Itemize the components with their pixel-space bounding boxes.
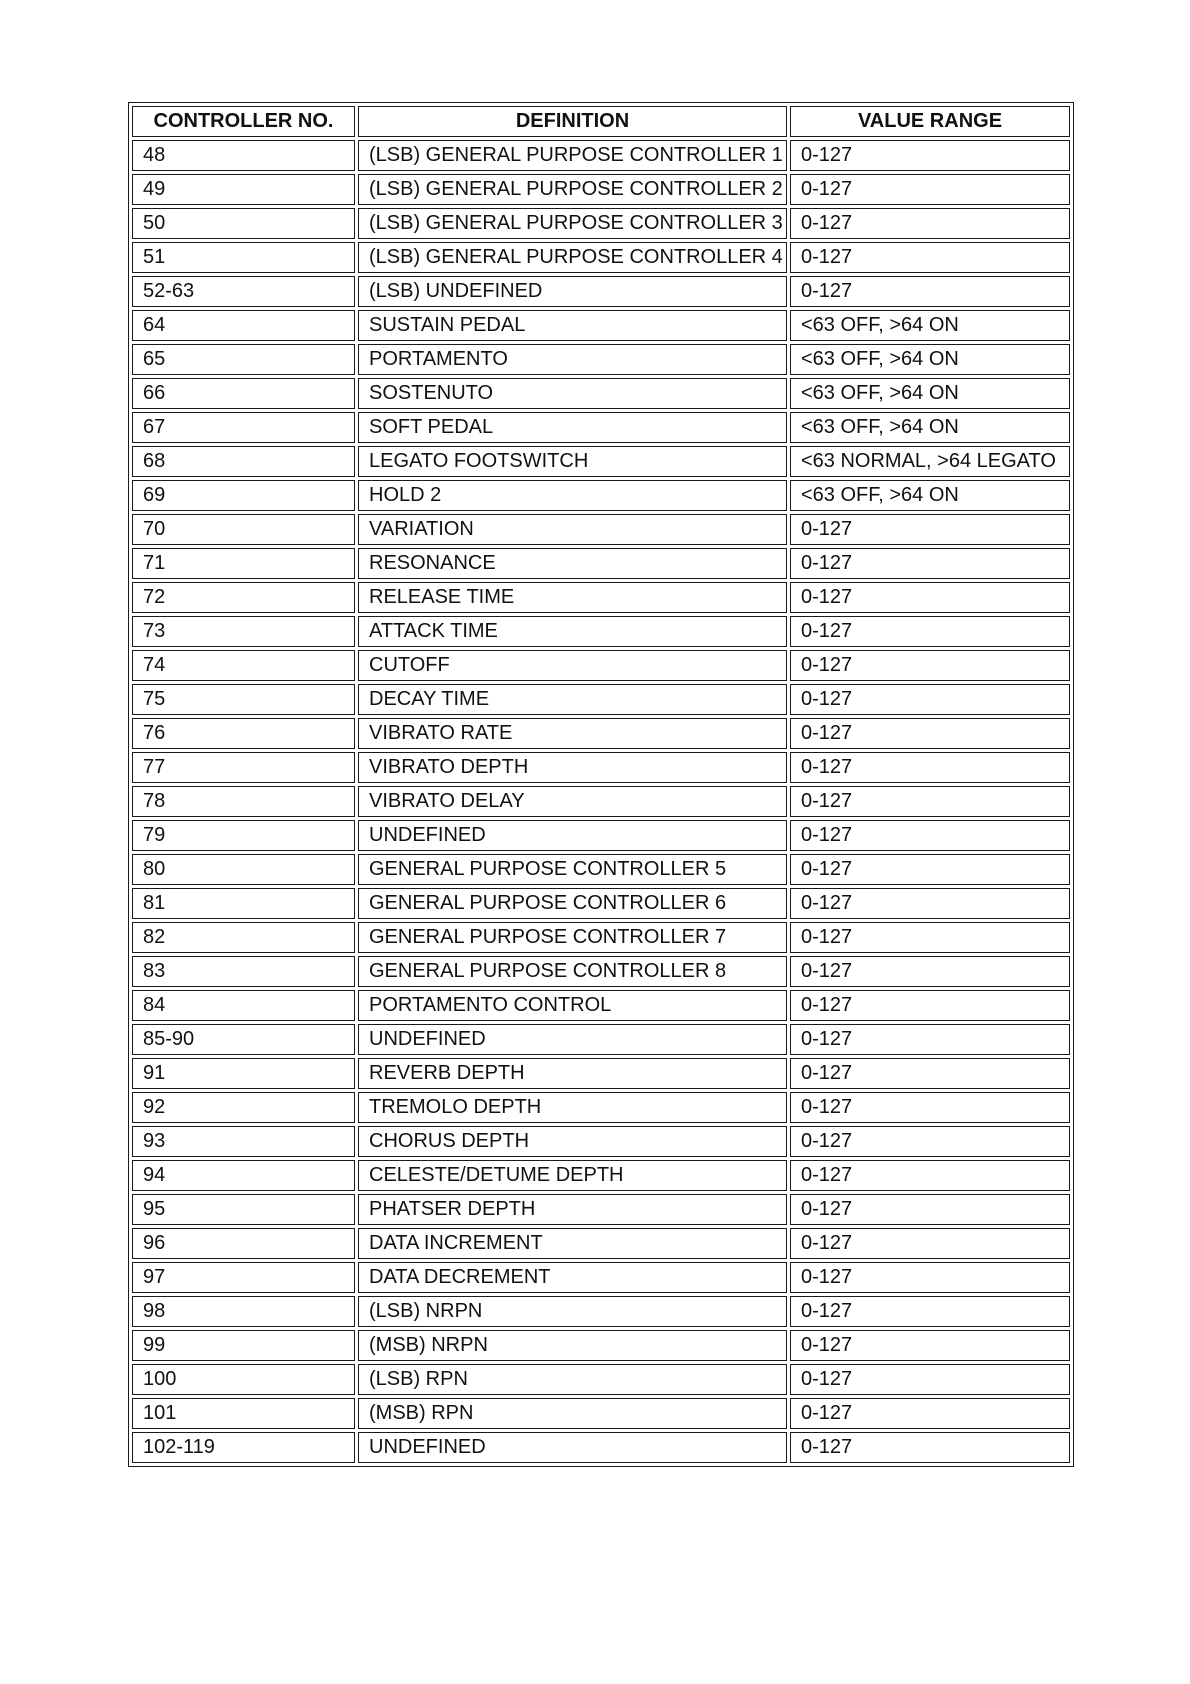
definition-cell: PHATSER DEPTH <box>358 1194 787 1225</box>
definition-cell: (MSB) RPN <box>358 1398 787 1429</box>
controller-no-cell: 83 <box>132 956 355 987</box>
value-range-cell: 0-127 <box>790 1092 1070 1123</box>
definition-cell: DATA INCREMENT <box>358 1228 787 1259</box>
table-row <box>132 310 1070 341</box>
controller-no-cell: 75 <box>132 684 355 715</box>
table-row <box>132 752 1070 783</box>
table-row <box>132 990 1070 1021</box>
definition-cell: SUSTAIN PEDAL <box>358 310 787 341</box>
controller-no-cell: 69 <box>132 480 355 511</box>
table-row <box>132 820 1070 851</box>
value-range-cell: 0-127 <box>790 888 1070 919</box>
header-row <box>132 106 1070 137</box>
controller-no-cell: 68 <box>132 446 355 477</box>
value-range-cell: 0-127 <box>790 684 1070 715</box>
value-range-cell: 0-127 <box>790 514 1070 545</box>
table-row <box>132 1296 1070 1327</box>
definition-cell: GENERAL PURPOSE CONTROLLER 7 <box>358 922 787 953</box>
definition-cell: (LSB) NRPN <box>358 1296 787 1327</box>
controller-no-cell: 64 <box>132 310 355 341</box>
controller-no-cell: 50 <box>132 208 355 239</box>
definition-cell: TREMOLO DEPTH <box>358 1092 787 1123</box>
definition-cell: GENERAL PURPOSE CONTROLLER 6 <box>358 888 787 919</box>
value-range-cell: 0-127 <box>790 276 1070 307</box>
definition-cell: (LSB) UNDEFINED <box>358 276 787 307</box>
header-controller-no: CONTROLLER NO. <box>132 106 355 137</box>
controller-no-cell: 91 <box>132 1058 355 1089</box>
table-row <box>132 140 1070 171</box>
value-range-cell: 0-127 <box>790 1194 1070 1225</box>
table-row <box>132 514 1070 545</box>
value-range-cell: 0-127 <box>790 140 1070 171</box>
table-row <box>132 548 1070 579</box>
controller-no-cell: 101 <box>132 1398 355 1429</box>
definition-cell: CELESTE/DETUME DEPTH <box>358 1160 787 1191</box>
controller-no-cell: 72 <box>132 582 355 613</box>
definition-cell: UNDEFINED <box>358 1024 787 1055</box>
controller-no-cell: 93 <box>132 1126 355 1157</box>
definition-cell: RELEASE TIME <box>358 582 787 613</box>
value-range-cell: <63 OFF, >64 ON <box>790 344 1070 375</box>
definition-cell: CUTOFF <box>358 650 787 681</box>
table-row <box>132 1364 1070 1395</box>
value-range-cell: 0-127 <box>790 752 1070 783</box>
table-row <box>132 684 1070 715</box>
definition-cell: SOFT PEDAL <box>358 412 787 443</box>
controller-no-cell: 81 <box>132 888 355 919</box>
table-row <box>132 1432 1070 1463</box>
controller-no-cell: 84 <box>132 990 355 1021</box>
definition-cell: (LSB) GENERAL PURPOSE CONTROLLER 2 <box>358 174 787 205</box>
value-range-cell: <63 OFF, >64 ON <box>790 310 1070 341</box>
definition-cell: UNDEFINED <box>358 1432 787 1463</box>
table-row <box>132 344 1070 375</box>
controller-table <box>128 102 1074 1467</box>
value-range-cell: 0-127 <box>790 548 1070 579</box>
table-row <box>132 480 1070 511</box>
value-range-cell: 0-127 <box>790 1160 1070 1191</box>
controller-no-cell: 49 <box>132 174 355 205</box>
value-range-cell: 0-127 <box>790 956 1070 987</box>
table-row <box>132 412 1070 443</box>
controller-no-cell: 96 <box>132 1228 355 1259</box>
definition-cell: VIBRATO RATE <box>358 718 787 749</box>
controller-no-cell: 79 <box>132 820 355 851</box>
controller-no-cell: 102-119 <box>132 1432 355 1463</box>
controller-no-cell: 65 <box>132 344 355 375</box>
definition-cell: (LSB) GENERAL PURPOSE CONTROLLER 1 <box>358 140 787 171</box>
value-range-cell: 0-127 <box>790 1330 1070 1361</box>
value-range-cell: 0-127 <box>790 922 1070 953</box>
value-range-cell: <63 OFF, >64 ON <box>790 412 1070 443</box>
value-range-cell: 0-127 <box>790 990 1070 1021</box>
controller-no-cell: 92 <box>132 1092 355 1123</box>
value-range-cell: 0-127 <box>790 786 1070 817</box>
table-row <box>132 718 1070 749</box>
table-row <box>132 1194 1070 1225</box>
table-row <box>132 1058 1070 1089</box>
table-row <box>132 378 1070 409</box>
value-range-cell: <63 OFF, >64 ON <box>790 378 1070 409</box>
table-row <box>132 922 1070 953</box>
controller-no-cell: 48 <box>132 140 355 171</box>
controller-no-cell: 70 <box>132 514 355 545</box>
definition-cell: REVERB DEPTH <box>358 1058 787 1089</box>
table-row <box>132 854 1070 885</box>
table-row <box>132 650 1070 681</box>
table-row <box>132 1330 1070 1361</box>
table-row <box>132 1160 1070 1191</box>
definition-cell: SOSTENUTO <box>358 378 787 409</box>
definition-cell: DECAY TIME <box>358 684 787 715</box>
table-row <box>132 276 1070 307</box>
controller-no-cell: 97 <box>132 1262 355 1293</box>
table-row <box>132 242 1070 273</box>
value-range-cell: 0-127 <box>790 1058 1070 1089</box>
value-range-cell: 0-127 <box>790 616 1070 647</box>
value-range-cell: 0-127 <box>790 174 1070 205</box>
header-value-range: VALUE RANGE <box>790 106 1070 137</box>
controller-no-cell: 94 <box>132 1160 355 1191</box>
controller-no-cell: 78 <box>132 786 355 817</box>
definition-cell: LEGATO FOOTSWITCH <box>358 446 787 477</box>
value-range-cell: 0-127 <box>790 854 1070 885</box>
controller-no-cell: 80 <box>132 854 355 885</box>
value-range-cell: 0-127 <box>790 582 1070 613</box>
header-definition: DEFINITION <box>358 106 787 137</box>
definition-cell: (LSB) GENERAL PURPOSE CONTROLLER 3 <box>358 208 787 239</box>
definition-cell: PORTAMENTO <box>358 344 787 375</box>
definition-cell: RESONANCE <box>358 548 787 579</box>
controller-no-cell: 82 <box>132 922 355 953</box>
value-range-cell: 0-127 <box>790 242 1070 273</box>
value-range-cell: 0-127 <box>790 1432 1070 1463</box>
table-row <box>132 888 1070 919</box>
table-row <box>132 1262 1070 1293</box>
controller-no-cell: 51 <box>132 242 355 273</box>
value-range-cell: 0-127 <box>790 1024 1070 1055</box>
value-range-cell: 0-127 <box>790 820 1070 851</box>
definition-cell: (LSB) GENERAL PURPOSE CONTROLLER 4 <box>358 242 787 273</box>
value-range-cell: 0-127 <box>790 208 1070 239</box>
controller-no-cell: 85-90 <box>132 1024 355 1055</box>
controller-no-cell: 71 <box>132 548 355 579</box>
definition-cell: VARIATION <box>358 514 787 545</box>
definition-cell: GENERAL PURPOSE CONTROLLER 5 <box>358 854 787 885</box>
controller-no-cell: 76 <box>132 718 355 749</box>
value-range-cell: <63 OFF, >64 ON <box>790 480 1070 511</box>
controller-no-cell: 98 <box>132 1296 355 1327</box>
definition-cell: GENERAL PURPOSE CONTROLLER 8 <box>358 956 787 987</box>
definition-cell: ATTACK TIME <box>358 616 787 647</box>
table-row <box>132 582 1070 613</box>
value-range-cell: 0-127 <box>790 1398 1070 1429</box>
definition-cell: (MSB) NRPN <box>358 1330 787 1361</box>
definition-cell: CHORUS DEPTH <box>358 1126 787 1157</box>
table-row <box>132 956 1070 987</box>
controller-no-cell: 66 <box>132 378 355 409</box>
controller-no-cell: 100 <box>132 1364 355 1395</box>
definition-cell: HOLD 2 <box>358 480 787 511</box>
table-row <box>132 1398 1070 1429</box>
table-row <box>132 208 1070 239</box>
controller-no-cell: 99 <box>132 1330 355 1361</box>
definition-cell: DATA DECREMENT <box>358 1262 787 1293</box>
definition-cell: UNDEFINED <box>358 820 787 851</box>
table-row <box>132 1092 1070 1123</box>
value-range-cell: <63 NORMAL, >64 LEGATO <box>790 446 1070 477</box>
definition-cell: VIBRATO DEPTH <box>358 752 787 783</box>
table-row <box>132 1024 1070 1055</box>
table-row <box>132 616 1070 647</box>
controller-no-cell: 67 <box>132 412 355 443</box>
value-range-cell: 0-127 <box>790 1262 1070 1293</box>
definition-cell: PORTAMENTO CONTROL <box>358 990 787 1021</box>
controller-no-cell: 74 <box>132 650 355 681</box>
value-range-cell: 0-127 <box>790 718 1070 749</box>
controller-no-cell: 52-63 <box>132 276 355 307</box>
table-row <box>132 786 1070 817</box>
definition-cell: (LSB) RPN <box>358 1364 787 1395</box>
table-body <box>132 140 1070 1463</box>
value-range-cell: 0-127 <box>790 1228 1070 1259</box>
controller-no-cell: 77 <box>132 752 355 783</box>
table-header <box>132 106 1070 137</box>
table-row <box>132 1228 1070 1259</box>
controller-no-cell: 95 <box>132 1194 355 1225</box>
value-range-cell: 0-127 <box>790 650 1070 681</box>
value-range-cell: 0-127 <box>790 1296 1070 1327</box>
value-range-cell: 0-127 <box>790 1126 1070 1157</box>
table-row <box>132 174 1070 205</box>
value-range-cell: 0-127 <box>790 1364 1070 1395</box>
table-row <box>132 1126 1070 1157</box>
table-row <box>132 446 1070 477</box>
controller-no-cell: 73 <box>132 616 355 647</box>
definition-cell: VIBRATO DELAY <box>358 786 787 817</box>
